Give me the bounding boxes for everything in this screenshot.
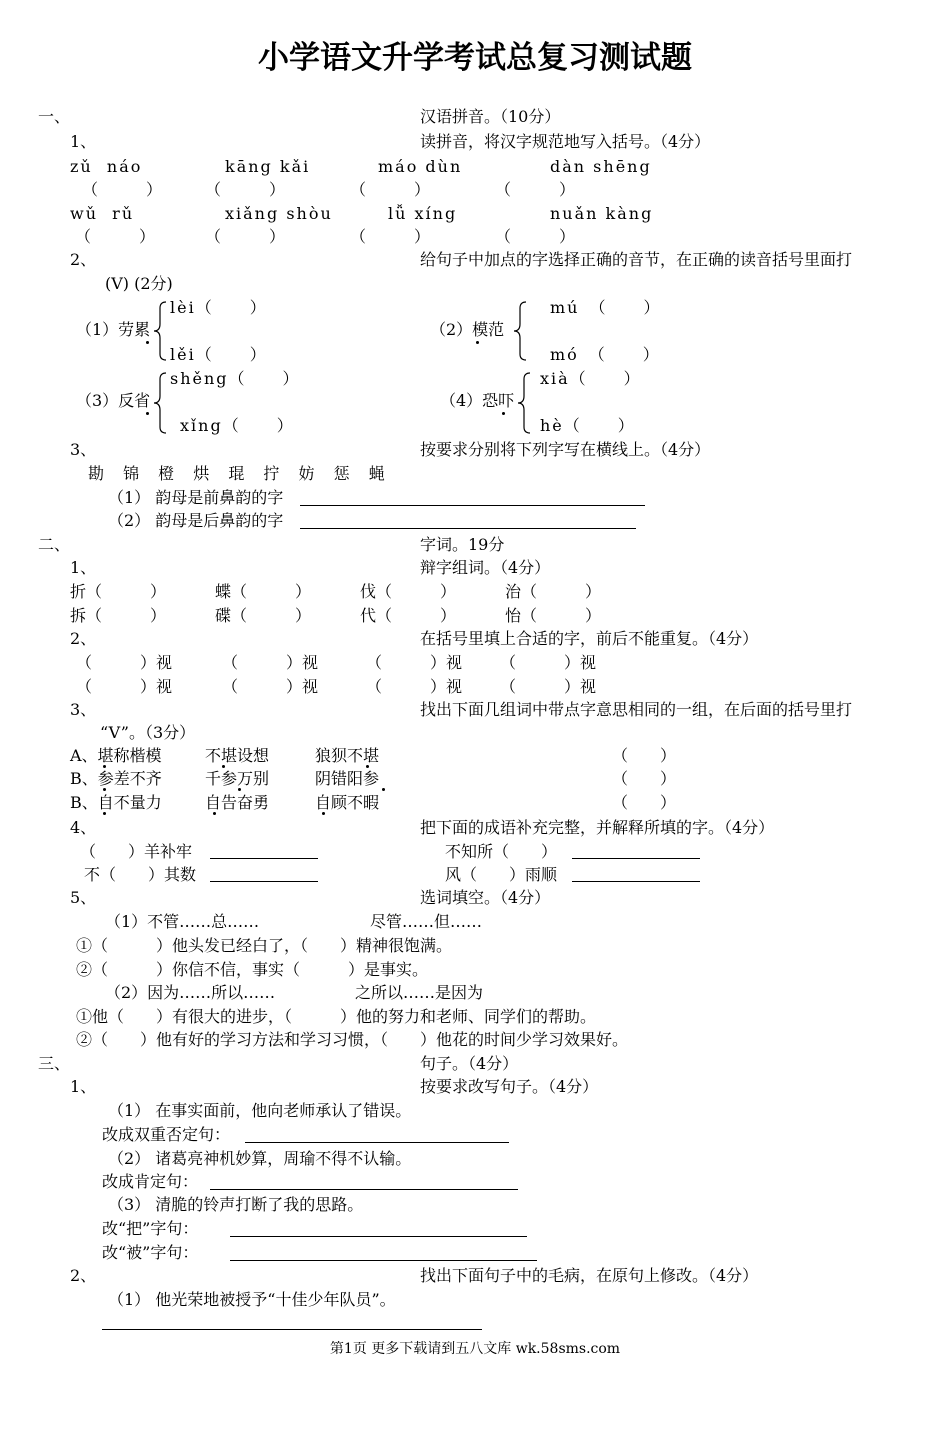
pinyin-option: hè（ ） xyxy=(540,416,636,435)
answer-paren: （ ） xyxy=(612,769,677,788)
question-text: 辩字组词。（4分） xyxy=(420,558,551,577)
word-item: 怡（ ） xyxy=(505,606,602,625)
word-group: B、参差不齐 xyxy=(70,769,162,788)
word-pair: 之所以……是因为 xyxy=(355,983,484,1002)
question-text: 找出下面句子中的毛病，在原句上修改。（4分） xyxy=(420,1266,759,1285)
sub-question: （1） 韵母是前鼻韵的字 xyxy=(108,488,284,507)
word-group: B、自不量力 xyxy=(70,793,162,812)
page-title: 小学语文升学考试总复习测试题 xyxy=(258,40,692,76)
answer-paren: （ ） xyxy=(612,793,677,812)
fill-cell: （ ）视 xyxy=(76,677,173,696)
instruction: 改“把”字句： xyxy=(102,1219,199,1238)
answer-line[interactable] xyxy=(300,505,645,506)
word-item: 代（ ） xyxy=(360,606,457,625)
emphasis-dot xyxy=(322,812,325,815)
word-group: 阴错阳参 xyxy=(315,769,380,788)
question-number: 1、 xyxy=(70,558,97,577)
instruction: 改成双重否定句： xyxy=(102,1125,231,1144)
pinyin: máo dùn xyxy=(378,157,463,176)
pinyin: dàn shēng xyxy=(550,157,652,176)
section-number: 三、 xyxy=(38,1054,71,1073)
idiom-item: （ ）羊补牢 xyxy=(80,842,193,861)
answer-line[interactable] xyxy=(210,881,318,882)
emphasis-dot xyxy=(366,765,369,768)
pinyin: nuǎn kàng xyxy=(550,204,654,223)
word-item: 伐（ ） xyxy=(360,582,457,601)
answer-paren: （ ） xyxy=(82,180,163,199)
word-item: 碟（ ） xyxy=(215,606,312,625)
question-text: 找出下面几组词中带点字意思相同的一组，在后面的括号里打 xyxy=(420,700,853,719)
fill-cell: （ ）视 xyxy=(500,677,597,696)
question-number: 1、 xyxy=(70,1077,97,1096)
answer-line[interactable] xyxy=(572,858,700,859)
pinyin-option: mú （ ） xyxy=(550,298,662,317)
question-text: 读拼音，将汉字规范地写入括号。（4分） xyxy=(420,132,711,151)
answer-line[interactable] xyxy=(300,528,636,529)
emphasis-dot xyxy=(103,788,106,791)
question-number: 4、 xyxy=(70,818,97,837)
pinyin: lǚ xíng xyxy=(388,204,458,223)
word-pair: 尽管……但…… xyxy=(370,912,483,931)
word-pair: （2）因为……所以…… xyxy=(105,983,276,1002)
character-list: 勘 锦 橙 烘 琨 拧 妨 惩 蝇 xyxy=(88,464,385,483)
section-number: 二、 xyxy=(38,535,71,554)
fill-sentence: ②（ ）他有好的学习方法和学习习惯，（ ）他花的时间少学习效果好。 xyxy=(76,1030,629,1049)
option-label: （2）模范 xyxy=(430,320,505,339)
pinyin-option: xià（ ） xyxy=(540,369,642,388)
pinyin-option: xǐng（ ） xyxy=(180,416,295,435)
word-item: 折（ ） xyxy=(70,582,167,601)
question-text: 在括号里填上合适的字，前后不能重复。（4分） xyxy=(420,629,759,648)
answer-line[interactable] xyxy=(210,858,318,859)
pinyin: zǔ náo xyxy=(70,157,143,176)
emphasis-dot xyxy=(103,765,106,768)
fill-sentence: ①他（ ）有很大的进步，（ ）他的努力和老师、同学们的帮助。 xyxy=(76,1007,597,1026)
emphasis-dot xyxy=(146,341,149,344)
brace-icon xyxy=(152,300,168,362)
sub-question: （2） 诸葛亮神机妙算，周瑜不得不认输。 xyxy=(108,1149,412,1168)
question-number: 5、 xyxy=(70,888,97,907)
section-heading: 汉语拼音。（10分） xyxy=(420,107,561,126)
question-text: 选词填空。（4分） xyxy=(420,888,551,907)
emphasis-dot xyxy=(146,412,149,415)
question-text: 把下面的成语补充完整，并解释所填的字。（4分） xyxy=(420,818,775,837)
fill-sentence: ②（ ）你信不信，事实（ ）是事实。 xyxy=(76,960,429,979)
question-text-cont: “V”。（3分） xyxy=(100,723,196,742)
section-number: 一、 xyxy=(38,107,71,126)
word-group: 不堪设想 xyxy=(205,746,270,765)
idiom-item: 风（ ）雨顺 xyxy=(445,865,558,884)
pinyin: kāng kǎi xyxy=(225,157,311,176)
word-item: 拆（ ） xyxy=(70,606,167,625)
fill-cell: （ ）视 xyxy=(222,677,319,696)
answer-line[interactable] xyxy=(572,881,700,882)
pinyin: xiǎng shòu xyxy=(225,204,333,223)
option-label: （4）恐吓 xyxy=(440,391,515,410)
answer-line[interactable] xyxy=(245,1142,509,1143)
answer-line[interactable] xyxy=(230,1236,527,1237)
question-text: 按要求分别将下列字写在横线上。（4分） xyxy=(420,440,711,459)
sub-question: （1） 他光荣地被授予“十佳少年队员”。 xyxy=(108,1290,396,1309)
answer-paren: （ ） xyxy=(350,227,431,246)
instruction: 改成肯定句： xyxy=(102,1172,199,1191)
question-number: 2、 xyxy=(70,1266,97,1285)
brace-icon xyxy=(152,371,168,435)
emphasis-dot xyxy=(222,765,225,768)
word-group: 自告奋勇 xyxy=(205,793,270,812)
question-number: 1、 xyxy=(70,132,97,151)
question-text: 给句子中加点的字选择正确的音节，在正确的读音括号里面打 xyxy=(420,250,853,269)
option-label: （3）反省 xyxy=(76,391,151,410)
word-group: A、堪称楷模 xyxy=(70,746,162,765)
word-item: 蝶（ ） xyxy=(215,582,312,601)
question-number: 3、 xyxy=(70,700,97,719)
pinyin-option: mó （ ） xyxy=(550,345,661,364)
fill-cell: （ ）视 xyxy=(366,653,463,672)
pinyin-option: lèi（ ） xyxy=(170,298,268,317)
question-number: 2、 xyxy=(70,250,97,269)
answer-paren: （ ） xyxy=(350,180,431,199)
sub-question: （1） 在事实面前，他向老师承认了错误。 xyxy=(108,1101,412,1120)
question-number: 2、 xyxy=(70,629,97,648)
question-number: 3、 xyxy=(70,440,97,459)
answer-paren: （ ） xyxy=(205,227,286,246)
answer-paren: （ ） xyxy=(612,746,677,765)
brace-icon xyxy=(512,300,528,362)
word-group: 狼狈不堪 xyxy=(315,746,380,765)
fill-cell: （ ）视 xyxy=(366,677,463,696)
idiom-item: 不知所（ ） xyxy=(445,842,558,861)
answer-paren: （ ） xyxy=(495,180,576,199)
idiom-item: 不（ ）其数 xyxy=(84,865,197,884)
sub-question: （2） 韵母是后鼻韵的字 xyxy=(108,511,284,530)
answer-line[interactable] xyxy=(230,1260,537,1261)
emphasis-dot xyxy=(103,812,106,815)
answer-paren: （ ） xyxy=(205,180,286,199)
question-text: 按要求改写句子。（4分） xyxy=(420,1077,599,1096)
word-item: 治（ ） xyxy=(505,582,602,601)
pinyin-option: shěng（ ） xyxy=(170,369,301,388)
footer-divider xyxy=(102,1329,482,1330)
page-footer: 第1页 更多下载请到五八文库 wk.58sms.com xyxy=(329,1341,621,1357)
pinyin-option: lěi（ ） xyxy=(170,345,268,364)
emphasis-dot xyxy=(502,412,505,415)
emphasis-dot xyxy=(238,788,241,791)
fill-cell: （ ）视 xyxy=(500,653,597,672)
question-text-cont: (V) (2分) xyxy=(105,274,173,293)
emphasis-dot xyxy=(213,812,216,815)
word-pair: （1）不管……总…… xyxy=(105,912,260,931)
sub-question: （3） 清脆的铃声打断了我的思路。 xyxy=(108,1195,364,1214)
instruction: 改“被”字句： xyxy=(102,1243,199,1262)
brace-icon xyxy=(516,371,532,435)
pinyin: wǔ rǔ xyxy=(70,204,135,223)
emphasis-dot xyxy=(382,788,385,791)
section-heading: 句子。（4分） xyxy=(420,1054,519,1073)
section-heading: 字词。19分 xyxy=(420,535,505,554)
word-group: 自顾不暇 xyxy=(315,793,380,812)
answer-paren: （ ） xyxy=(75,227,156,246)
answer-line[interactable] xyxy=(210,1189,518,1190)
emphasis-dot xyxy=(476,341,479,344)
answer-paren: （ ） xyxy=(495,227,576,246)
fill-cell: （ ）视 xyxy=(222,653,319,672)
word-group: 千参万别 xyxy=(205,769,270,788)
fill-cell: （ ）视 xyxy=(76,653,173,672)
fill-sentence: ①（ ）他头发已经白了，（ ）精神很饱满。 xyxy=(76,936,453,955)
option-label: （1）劳累 xyxy=(76,320,151,339)
